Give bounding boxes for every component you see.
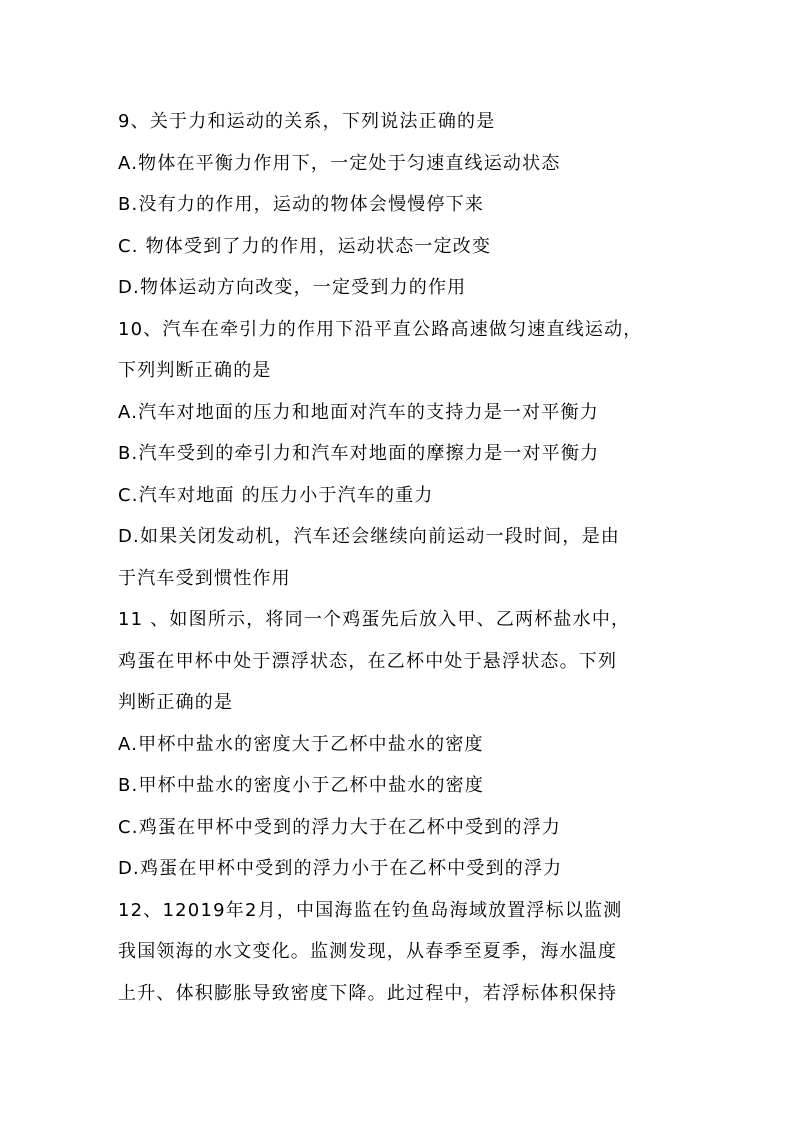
question-list [118, 101, 678, 1014]
question-9-option-b: B.没有力的作用，运动的物体会慢慢停下来 [118, 194, 485, 215]
question-11-stem-line-2: 鸡蛋在甲杯中处于漂浮状态，在乙杯中处于悬浮状态。下列 [118, 650, 618, 672]
question-9-option-d: D.物体运动方向改变，一定受到力的作用 [118, 277, 467, 298]
question-10-option-d-line-2: 于汽车受到惯性作用 [118, 567, 291, 589]
question-12-stem-line-1: 12、12019年2月，中国海监在钓鱼岛海域放置浮标以监测 [118, 899, 623, 921]
question-12-stem-line-3: 上升、体积膨胀导致密度下降。此过程中，若浮标体积保持 [118, 982, 618, 1004]
question-12 [118, 890, 678, 1015]
question-10-option-c: C.汽车对地面 的压力小于汽车的重力 [118, 484, 434, 506]
question-11-option-c: C.鸡蛋在甲杯中受到的浮力大于在乙杯中受到的浮力 [118, 816, 562, 838]
question-10 [118, 309, 678, 600]
question-10-option-d-line-1: D.如果关闭发动机，汽车还会继续向前运动一段时间，是由 [118, 526, 620, 547]
question-11-option-b: B.甲杯中盐水的密度小于乙杯中盐水的密度 [118, 775, 485, 796]
question-12-stem-line-2: 我国领海的水文变化。监测发现，从春季至夏季，海水温度 [118, 941, 618, 962]
question-9-option-c: C. 物体受到了力的作用，运动状态一定改变 [118, 235, 492, 257]
question-10-option-b: B.汽车受到的牵引力和汽车对地面的摩擦力是一对平衡力 [118, 443, 600, 464]
question-11-stem-line-3: 判断正确的是 [118, 692, 234, 713]
question-9-option-a: A.物体在平衡力作用下，一定处于匀速直线运动状态 [118, 152, 561, 174]
question-9 [118, 101, 678, 309]
question-11-stem-line-1: 11 、如图所示，将同一个鸡蛋先后放入甲、乙两杯盐水中， [118, 609, 631, 630]
question-10-option-a: A.汽车对地面的压力和地面对汽车的支持力是一对平衡力 [118, 401, 599, 423]
question-11-option-a: A.甲杯中盐水的密度大于乙杯中盐水的密度 [118, 733, 484, 755]
question-11-option-d: D.鸡蛋在甲杯中受到的浮力小于在乙杯中受到的浮力 [118, 858, 563, 879]
question-10-stem-line-2: 下列判断正确的是 [118, 360, 272, 381]
question-9-stem: 9、关于力和运动的关系，下列说法正确的是 [118, 111, 496, 132]
question-10-stem-line-1: 10、汽车在牵引力的作用下沿平直公路高速做匀速直线运动， [118, 318, 643, 340]
question-11 [118, 599, 678, 890]
